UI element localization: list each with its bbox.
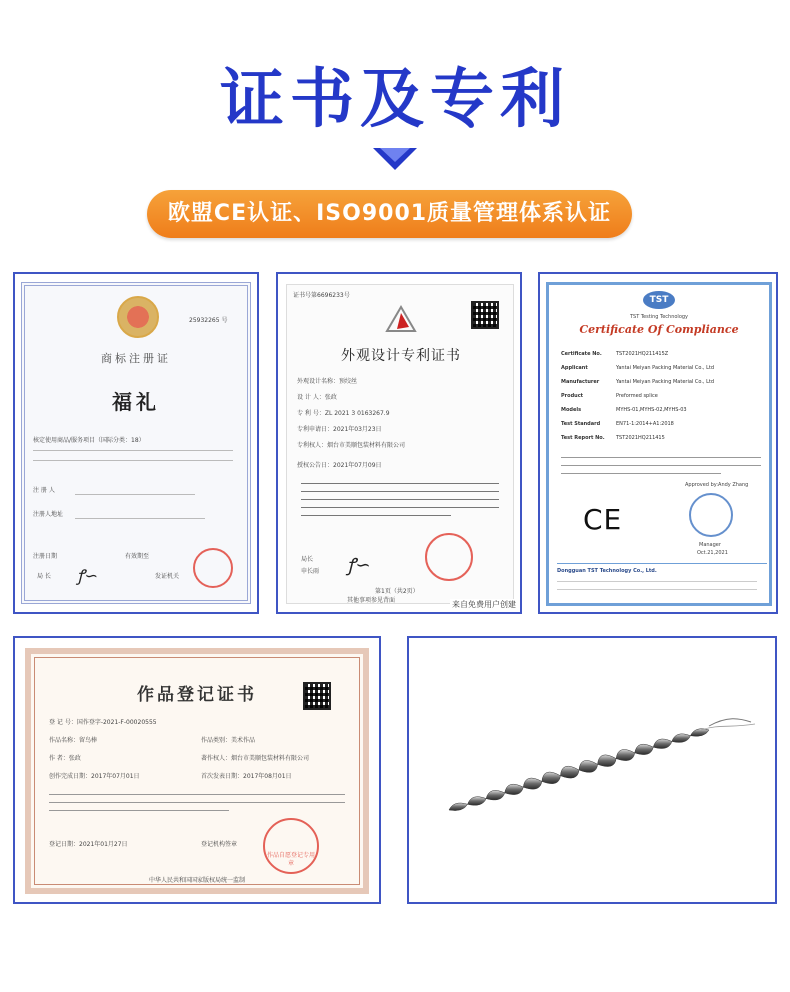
spiral-twist: [690, 729, 709, 737]
owner-label: 著作权人：: [201, 755, 232, 762]
patent-director-signature: ꝭ∽: [347, 555, 371, 576]
patent-certificate: [286, 284, 514, 604]
spiral-twist: [672, 734, 691, 743]
spiral-twist: [616, 749, 635, 760]
qr-code: [303, 682, 331, 710]
compliance-certificate-frame: [538, 272, 778, 614]
designer-label: 设 计 人：: [297, 394, 325, 401]
reg-no-label: 登 记 号：: [49, 719, 77, 726]
trademark-number: 25932265 号: [189, 317, 228, 324]
design-name: 预绞丝: [339, 378, 358, 385]
watermark-label: 来自免费用户创建: [452, 600, 516, 609]
seal-label: 登记机构签章: [201, 841, 238, 848]
trademark-certificate-frame: [13, 272, 259, 614]
patent-director-name: 申长雨: [301, 568, 320, 575]
grant-date: 2021年07月09日: [333, 462, 382, 469]
compliance-row: Test Standard EN71-1:2014+A1:2018: [561, 421, 674, 427]
patent-no: ZL 2021 3 0163267.9: [324, 410, 390, 417]
trademark-valid-label: 有效期至: [125, 553, 150, 560]
finish-date: 2017年07月01日: [91, 773, 140, 780]
reg-no: 国作登字-2021-F-00020555: [76, 719, 157, 726]
holder: 烟台市美顺包装材料有限公司: [327, 442, 406, 449]
compliance-row: Applicant Yantai Meiyan Packing Material Co., Ltd: [561, 365, 715, 371]
compliance-row: Certificate No. TST2021HQ211415Z: [561, 351, 669, 357]
holder-label: 专利权人：: [297, 442, 328, 449]
work-type: 美术作品: [231, 737, 256, 744]
work-type-label: 作品类别：: [201, 737, 232, 744]
author-label: 作 者：: [49, 755, 69, 762]
trademark-cert-title: 商标注册证: [101, 352, 171, 365]
patent-director-label: 局长: [301, 556, 314, 563]
ce-mark: CE: [583, 503, 623, 536]
spiral-twist: [449, 803, 468, 811]
trademark-class-label: 核定使用商品/服务项目（国际分类：18）: [33, 437, 145, 444]
compliance-title: Certificate Of Compliance: [579, 323, 739, 336]
publish-date-label: 首次发表日期：: [201, 773, 244, 780]
page-title: 证书及专利: [220, 63, 570, 137]
preformed-spiral-product: [409, 638, 775, 902]
tst-seal: [689, 493, 733, 537]
spiral-twist: [505, 784, 524, 794]
patent-number-label: 证书号第6696233号: [293, 292, 350, 299]
director-signature: ꝭ∽: [77, 566, 98, 585]
compliance-row: Manufacturer Yantai Meiyan Packing Material Co., Ltd: [561, 379, 715, 385]
spiral-twist: [523, 778, 542, 789]
author: 张政: [68, 755, 81, 762]
spiral-twist: [542, 772, 561, 784]
spiral-twist: [598, 755, 617, 767]
tst-logo: TST: [643, 291, 675, 309]
design-name-label: 外观设计名称：: [297, 378, 340, 385]
compliance-row: Product Preformed splice: [561, 393, 658, 399]
tst-subtitle: TST Testing Technology: [629, 314, 689, 320]
work-name-label: 作品名称：: [49, 737, 80, 744]
patent-office-seal: [425, 533, 473, 581]
designer: 张政: [324, 394, 337, 401]
spiral-twist: [468, 797, 487, 806]
patent-cert-title: 外观设计专利证书: [341, 348, 461, 364]
trademark-office-seal: [193, 548, 233, 588]
patent-no-label: 专 利 号：: [297, 410, 325, 417]
works-cert-title: 作品登记证书: [137, 685, 257, 705]
patent-footer-left: 其他事项参见背面: [347, 597, 396, 604]
work-name: 留鸟棒: [79, 737, 98, 744]
compliance-row: Test Report No. TST2021HQ211415: [561, 435, 665, 441]
spiral-twist: [653, 739, 672, 749]
spiral-twist: [579, 760, 598, 772]
reg-date-label: 登记日期：: [49, 841, 80, 848]
trademark-address-label: 注册人地址: [33, 511, 64, 518]
approved-by: Approved by:Andy Zhang: [685, 482, 749, 488]
manager-label: Manager: [699, 542, 721, 548]
compliance-certificate: [546, 282, 772, 606]
works-certificate-frame: [13, 636, 381, 904]
trademark-mark: 福礼: [112, 390, 160, 414]
subtitle-banner: 欧盟CE认证、ISO9001质量管理体系认证: [147, 190, 632, 238]
spiral-twist: [635, 744, 654, 754]
works-registration-seal: [263, 818, 319, 874]
spiral-twist: [486, 790, 505, 800]
product-photo-frame: [407, 636, 777, 904]
trademark-director-label: 局 长: [37, 573, 51, 580]
trademark-registrant-label: 注 册 人: [33, 487, 55, 494]
national-emblem: [117, 296, 159, 338]
patent-certificate-frame: [276, 272, 522, 614]
trademark-certificate: [21, 282, 251, 604]
publish-date: 2017年08月01日: [243, 773, 292, 780]
tst-company: Dongguan TST Technology Co., Ltd.: [557, 568, 657, 574]
chevron-down-icon: [370, 146, 420, 176]
trademark-sign-label: 发证机关: [155, 573, 180, 580]
patent-page: 第1页（共2页）: [375, 588, 419, 595]
trademark-date-label: 注册日期: [33, 553, 58, 560]
compliance-row: Models MYHS-01,MYHS-02,MYHS-03: [561, 407, 687, 413]
works-certificate: [25, 648, 369, 894]
spiral-twist: [560, 766, 579, 778]
reg-date: 2021年01月27日: [79, 841, 128, 848]
qr-code: [471, 301, 499, 329]
stamp-text: 作品自愿登记专用章: [266, 852, 315, 867]
compliance-rows: [561, 347, 761, 445]
compliance-date: Oct.21,2021: [697, 550, 728, 556]
patent-office-logo: [383, 305, 419, 335]
apply-date: 2021年03月23日: [333, 426, 382, 433]
grant-date-label: 授权公告日：: [297, 462, 334, 469]
finish-date-label: 创作完成日期：: [49, 773, 92, 780]
works-footer: 中华人民共和国国家版权局统一监制: [148, 877, 245, 884]
owner: 烟台市美顺包装材料有限公司: [231, 755, 310, 762]
apply-date-label: 专利申请日：: [297, 426, 334, 433]
